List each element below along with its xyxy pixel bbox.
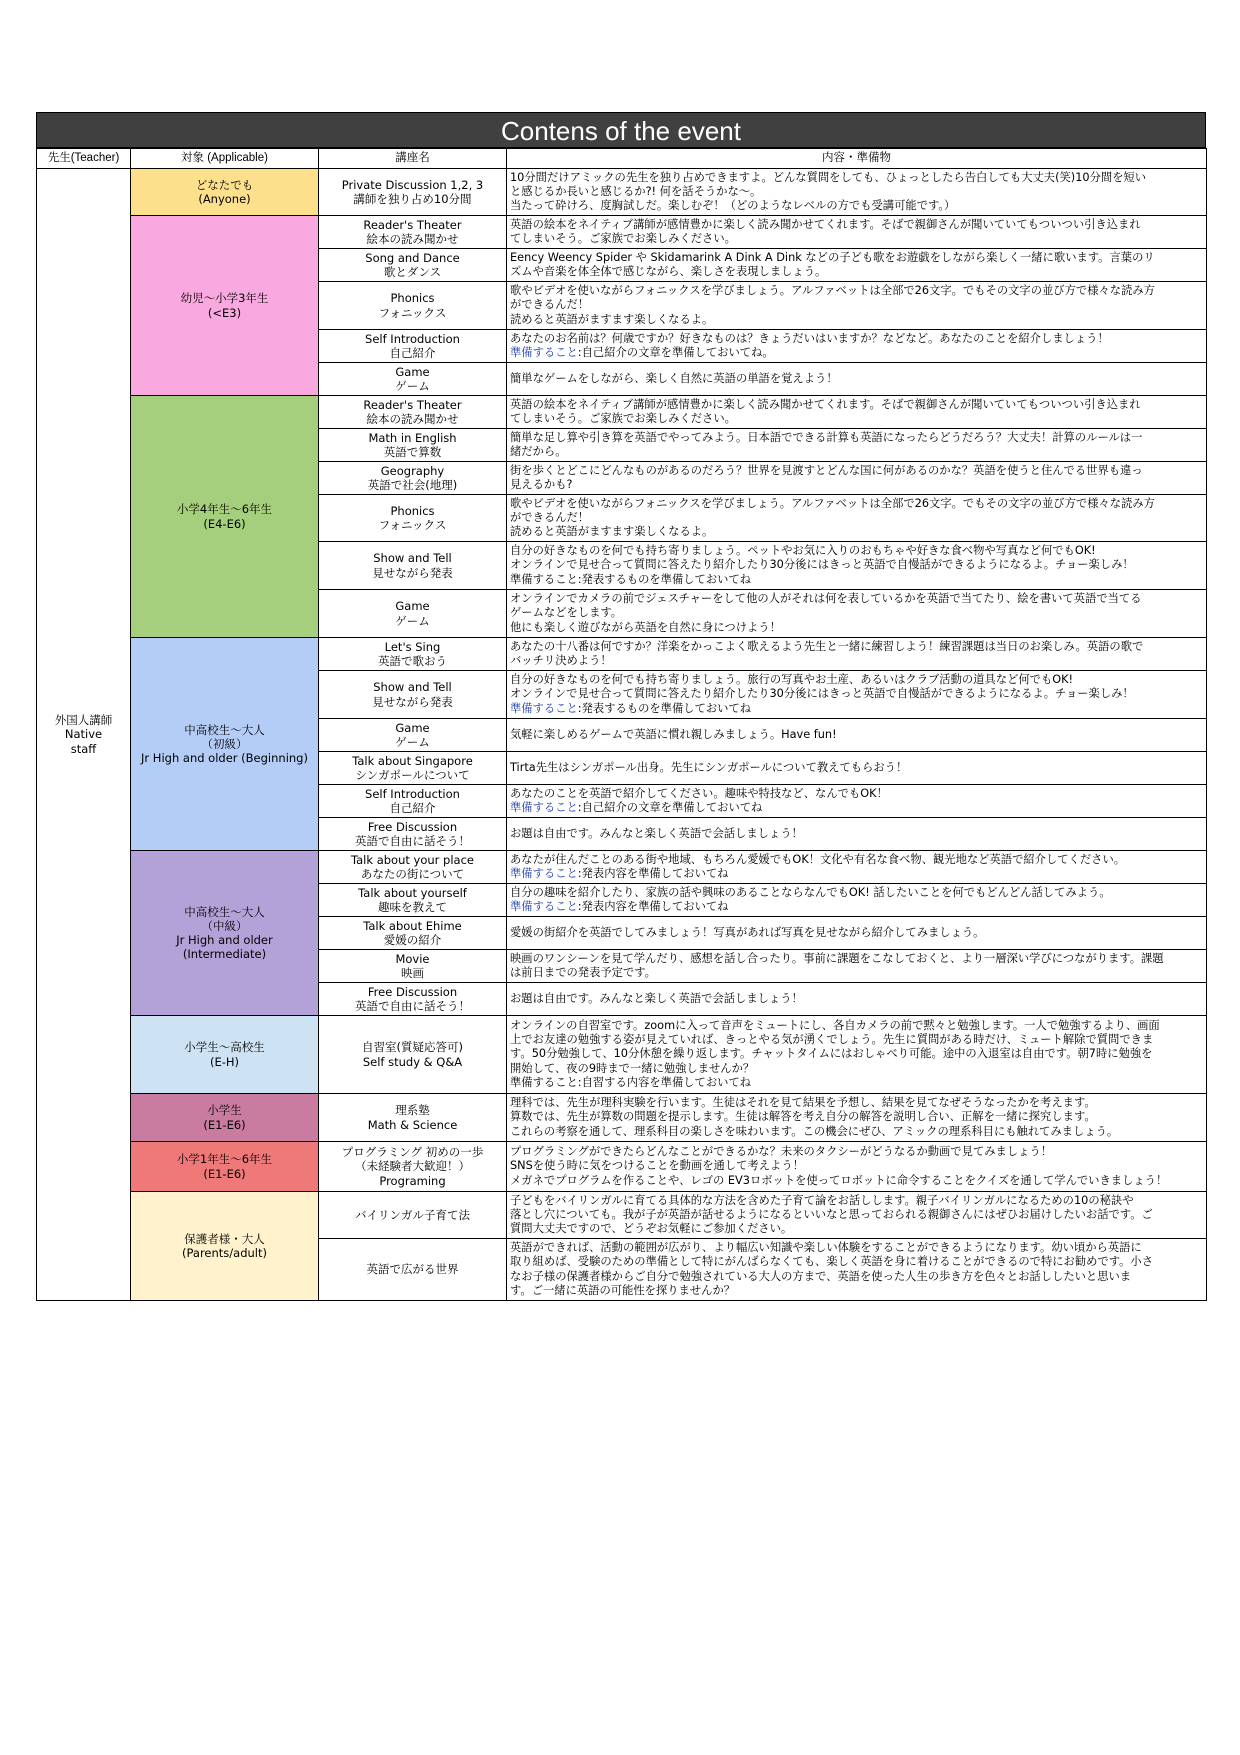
cell-line: （初級） — [201, 736, 248, 751]
content-text: 街を歩くとどこにどんなものがあるのだろう？世界を見渡すとどんな国に何があるのかな？英語を使うと住んでる世界も違っ — [510, 463, 1143, 477]
content-cell — [507, 671, 1207, 719]
content-text: あなたのことを英語で紹介してください。趣味や特技など、なんでもOK！ — [510, 786, 888, 800]
cell-line: Talk about Ehime — [363, 918, 462, 933]
cell-line: Phonics — [390, 503, 435, 518]
cell-line: 趣味を教えて — [378, 900, 447, 914]
cell-line: どなたでも — [195, 177, 254, 192]
content-text: 英語の絵本をネイティブ講師が感情豊かに楽しく読み聞かせてくれます。そばで親御さんが聞いていてもついつい引き込まれ — [510, 397, 1141, 411]
target-cell — [131, 169, 319, 216]
content-text: オンラインで見せ合って質問に答えたり紹介したり30分後にはきっと英語で自慢話ができるようになるよ。チョー楽しみ！ — [510, 558, 1134, 572]
cell-line: ゲーム — [395, 735, 430, 749]
cell-line: 外国人講師 — [54, 713, 113, 728]
content-cell — [507, 785, 1207, 818]
content-text: バッチリ決めよう！ — [510, 654, 612, 667]
content-text: なお子様の保護者様からご自分で勉強されている大人の方まで、英語を使った人生の歩き方を色々とお話ししたいと思いま — [510, 1269, 1132, 1283]
header-teacher: 先生(Teacher) — [37, 149, 131, 169]
content-line — [510, 654, 1203, 668]
content-text: 他にも楽しく遊びながら英語を自然に身につけよう！ — [510, 620, 781, 634]
content-text: これらの考察を通して、理系科目の楽しさを味わいます。この機会にぜひ、アミックの理系科目にも触れてみましょう。 — [510, 1124, 1119, 1138]
cell-line: (E1-E6) — [203, 1166, 246, 1181]
content-line — [510, 185, 1203, 199]
content-line — [510, 1110, 1203, 1124]
content-text: お題は自由です。みんなと楽しく英語で会話しましょう！ — [510, 826, 803, 840]
course-cell — [319, 216, 507, 249]
content-line — [510, 445, 1203, 459]
content-text: 英語ができれば、活動の範囲が広がり、より幅広い知識や楽しい体験をすることができるようになります。幼い頃から英語に — [510, 1241, 1142, 1255]
content-text: てしまいそう。ご家族でお楽しみください。 — [510, 232, 736, 245]
cell-line: Self Introduction — [365, 786, 460, 801]
cell-line: (Anyone) — [198, 192, 251, 206]
content-line — [510, 640, 1203, 654]
content-text: 準備すること:発表するものを準備しておいてね — [510, 572, 752, 586]
course-cell — [319, 638, 507, 671]
course-cell — [319, 1094, 507, 1142]
content-text: 気軽に楽しめるゲームで英語に慣れ親しみましょう。Have fun! — [510, 727, 837, 741]
content-text: :自己紹介の文章を準備しておいてね — [577, 801, 763, 814]
content-text: 自分の好きなものを何でも持ち寄りましょう。旅行の写真やお土産、あるいはクラブ活動の道具など何でもOK! — [510, 673, 1074, 687]
content-line — [510, 1076, 1203, 1090]
cell-line: 見せながら発表 — [372, 565, 453, 580]
content-line — [510, 1125, 1203, 1139]
content-cell — [507, 851, 1207, 884]
header-content: 内容・準備物 — [507, 149, 1207, 169]
cell-line: 絵本の読み聞かせ — [366, 232, 459, 246]
content-text: 上でお友達の勉強する姿が見えていれば、きっとやる気が湧くでしょう。先生に質問がある時だけ、ミュート解除で質問できま — [510, 1033, 1154, 1047]
content-line — [510, 478, 1203, 492]
content-line — [510, 1194, 1203, 1208]
cell-line: Show and Tell — [373, 551, 452, 566]
header-target: 対象 (Applicable) — [131, 149, 319, 169]
cell-line: (Intermediate) — [182, 947, 267, 962]
content-text: 当たって砕けろ、度胸試しだ。楽しむぞ！（どのようなレベルの方でも受講可能です。） — [510, 199, 956, 213]
content-cell — [507, 638, 1207, 671]
content-text: 質問大丈夫ですので、どうぞお気軽にご参加ください。 — [510, 1222, 793, 1236]
course-cell — [319, 851, 507, 884]
content-line — [510, 431, 1203, 445]
content-line — [510, 265, 1203, 279]
content-text: ができるんだ！ — [510, 298, 590, 312]
content-cell — [507, 983, 1207, 1016]
cell-line: Self study & Q&A — [362, 1054, 463, 1069]
cell-line: 英語で広がる世界 — [366, 1262, 459, 1277]
cell-line: 英語で算数 — [383, 445, 442, 459]
content-cell — [507, 752, 1207, 785]
content-line — [510, 1033, 1203, 1047]
target-cell — [131, 851, 319, 1016]
content-line — [510, 1019, 1203, 1033]
content-cell — [507, 884, 1207, 917]
content-text: 自分の好きなものを何でも持ち寄りましょう。ペットやお気に入りのおもちゃや好きな食べ物や写真など何でもOK! — [510, 544, 1096, 558]
cell-line: 中高校生～大人 — [184, 904, 265, 919]
content-line — [510, 952, 1203, 966]
cell-line: Free Discussion — [367, 984, 458, 999]
event-sheet — [36, 112, 1206, 1301]
course-cell — [319, 282, 507, 330]
content-text: 理科では、先生が理科実験を行います。生徒はそれを見て結果を予想し、結果を見てなぜそうなったかを考えます。 — [510, 1096, 1096, 1110]
cell-line: Talk about your place — [351, 852, 474, 867]
sheet-title: Contens of the event — [36, 112, 1206, 148]
content-text: オンラインの自習室です。zoomに入って音声をミュートにし、各自カメラの前で黙々と勉強します。一人で勉強するより、画面 — [510, 1018, 1160, 1032]
content-text: 英語の絵本をネイティブ講師が感情豊かに楽しく読み聞かせてくれます。そばで親御さんが聞いていてもついつい引き込まれ — [510, 217, 1141, 231]
course-cell — [319, 429, 507, 462]
header-course: 講座名 — [319, 149, 507, 169]
table-row — [37, 396, 1207, 429]
content-text: 準備すること:自習する内容を準備しておいてね — [510, 1075, 752, 1089]
content-text: あなたのお名前は？何歳ですか？好きなものは？きょうだいはいますか？などなど。あなたのことを紹介しましょう！ — [510, 331, 1109, 345]
content-line — [510, 1096, 1203, 1110]
content-line — [510, 412, 1203, 426]
content-text: 簡単なゲームをしながら、楽しく自然に英語の単語を覚えよう！ — [510, 371, 838, 385]
content-line — [510, 867, 1203, 881]
content-line — [510, 1145, 1203, 1159]
content-text: SNSを使う時に気をつけることを動画を通して考えよう！ — [510, 1159, 804, 1173]
content-line — [510, 573, 1203, 587]
content-line — [510, 992, 1203, 1006]
content-line — [510, 511, 1203, 525]
prep-label: 準備すること — [510, 801, 578, 814]
content-line — [510, 398, 1203, 412]
cell-line: フォニックス — [378, 305, 447, 320]
content-cell — [507, 917, 1207, 950]
course-cell — [319, 818, 507, 851]
content-text: 算数では、先生が算数の問題を提示します。生徒は解答を考え自分の解答を説明し合い、正解を一緒に探究します。 — [510, 1110, 1096, 1124]
course-cell — [319, 752, 507, 785]
content-line — [510, 1270, 1203, 1284]
content-cell — [507, 1142, 1207, 1192]
table-row — [37, 1142, 1207, 1192]
table-row — [37, 638, 1207, 671]
content-cell — [507, 1192, 1207, 1239]
content-cell — [507, 429, 1207, 462]
content-text: す。ご一緒に英語の可能性を探りませんか？ — [510, 1283, 736, 1297]
content-line — [510, 232, 1203, 246]
content-cell — [507, 719, 1207, 752]
cell-line: (E-H) — [209, 1054, 240, 1069]
teacher-cell — [37, 169, 131, 1301]
cell-line: フォニックス — [378, 518, 447, 532]
contents-table — [36, 148, 1207, 1301]
content-text: 落とし穴についても。我が子が英語が話せるようになるといいなと思っておられる親御さんにはぜひお届けしたいお話です。ご — [510, 1207, 1153, 1221]
content-text: ができるんだ！ — [510, 510, 590, 524]
cell-line: Free Discussion — [367, 819, 458, 834]
cell-line: プログラミング 初めの一歩 — [341, 1145, 484, 1160]
content-cell — [507, 542, 1207, 590]
course-cell — [319, 396, 507, 429]
target-cell — [131, 638, 319, 851]
cell-line: Game — [395, 720, 430, 735]
cell-line: Math in English — [368, 430, 457, 445]
content-line — [510, 1222, 1203, 1236]
content-line — [510, 1159, 1203, 1173]
course-cell — [319, 1239, 507, 1301]
content-text: 開始して、夜の9時まで一緒に勉強しませんか？ — [510, 1061, 755, 1075]
content-text: Tirta先生はシンガポール出身。先生にシンガポールについて教えてもらおう！ — [510, 760, 908, 774]
cell-line: Show and Tell — [373, 680, 452, 695]
table-row — [37, 216, 1207, 249]
course-cell — [319, 1192, 507, 1239]
content-line — [510, 1241, 1203, 1255]
content-line — [510, 251, 1203, 265]
content-line — [510, 1174, 1203, 1188]
table-row — [37, 169, 1207, 216]
content-text: ゲームなどをします。 — [510, 606, 623, 620]
content-text: 読めると英語がますます楽しくなるよ。 — [510, 312, 714, 326]
content-cell — [507, 249, 1207, 282]
cell-line: 中高校生～大人 — [184, 722, 265, 737]
content-text: メガネでプログラムを作ることや、レゴの EV3ロボットを使ってロボットに命令することをクイズを通して学んでいきましょう！ — [510, 1173, 1168, 1187]
content-text: 取り組めば、受験のための準備として特にがんばらなくても、楽しく英語を身に着けることができるので特にお勧めです。小さ — [510, 1255, 1154, 1269]
cell-line: 英語で自由に話そう！ — [355, 834, 470, 848]
content-line — [510, 558, 1203, 572]
content-cell — [507, 330, 1207, 363]
target-cell — [131, 1094, 319, 1142]
content-line — [510, 966, 1203, 980]
cell-line: (E1-E6) — [203, 1117, 246, 1132]
content-text: 見えるかも? — [510, 478, 573, 491]
content-line — [510, 497, 1203, 511]
content-text: Eency Weency Spider や Skidamarink A Dink A Dink などの子ども歌をお遊戯をしながら楽しく一緒に歌います。言葉のリ — [510, 250, 1155, 264]
content-text: は前日までの発表予定です。 — [510, 966, 656, 979]
prep-label: 準備すること — [510, 867, 578, 880]
cell-line: Jr High and older — [176, 933, 273, 947]
cell-line: Talk about yourself — [358, 885, 467, 900]
course-cell — [319, 495, 507, 542]
cell-line: 小学生 — [207, 1103, 242, 1118]
cell-line: Programing — [379, 1173, 446, 1188]
content-line — [510, 332, 1203, 346]
content-cell — [507, 818, 1207, 851]
content-text: てしまいそう。ご家族でお楽しみください。 — [510, 412, 736, 425]
cell-line: 英語で自由に話そう！ — [355, 999, 470, 1013]
content-text: す。50分勉強して、10分休憩を繰り返します。チャットタイムにはおしゃべり可能。途中の入退室は自由です。朝7時に勉強を — [510, 1047, 1153, 1061]
cell-line: シンガポールについて — [355, 768, 470, 782]
cell-line: 英語で歌おう — [378, 654, 447, 668]
content-line — [510, 606, 1203, 620]
cell-line: Reader's Theater — [363, 217, 462, 232]
course-cell — [319, 1016, 507, 1094]
content-text: :発表するものを準備しておいてね — [577, 701, 752, 715]
table-row — [37, 1094, 1207, 1142]
course-cell — [319, 169, 507, 216]
course-cell — [319, 983, 507, 1016]
cell-line: Game — [395, 599, 430, 614]
cell-line: Song and Dance — [365, 250, 460, 265]
content-cell — [507, 462, 1207, 495]
cell-line: Private Discussion 1,2, 3 — [341, 177, 484, 192]
content-text: 映画のワンシーンを見て学んだり、感想を話し合ったり。事前に課題をこなしておくと、より一層深い学びにつながります。課題 — [510, 951, 1164, 965]
cell-line: 保護者様・大人 — [184, 1231, 265, 1246]
content-cell — [507, 169, 1207, 216]
target-cell — [131, 1016, 319, 1094]
content-line — [510, 1047, 1203, 1061]
cell-line: Game — [395, 364, 430, 379]
cell-line: Jr High and older (Beginning) — [141, 751, 308, 766]
content-text: プログラミングができたらどんなことができるかな？未来のタクシーがどうなるか動画で見てみましょう！ — [510, 1145, 1053, 1159]
cell-line: 理系塾 — [395, 1103, 430, 1118]
content-line — [510, 199, 1203, 213]
table-body — [37, 169, 1207, 1301]
content-line — [510, 1062, 1203, 1076]
content-cell — [507, 1239, 1207, 1301]
content-text: 歌やビデオを使いながらフォニックスを学びましょう。アルファベットは全部で26文字。でもその文字の並び方で様々な読み方 — [510, 284, 1155, 298]
course-cell — [319, 884, 507, 917]
content-cell — [507, 950, 1207, 983]
target-cell — [131, 216, 319, 396]
course-cell — [319, 950, 507, 983]
table-row — [37, 851, 1207, 884]
cell-line: ゲーム — [395, 613, 430, 628]
course-cell — [319, 785, 507, 818]
content-text: あなたの十八番は何ですか？洋楽をかっこよく歌えるよう先生と一緒に練習しよう！練習課題は当日のお楽しみ。英語の歌で — [510, 639, 1144, 653]
content-cell — [507, 495, 1207, 542]
prep-label: 準備すること — [510, 346, 578, 359]
content-text: 緒だから。 — [510, 445, 567, 458]
target-cell — [131, 1142, 319, 1192]
cell-line: Reader's Theater — [363, 397, 462, 412]
course-cell — [319, 249, 507, 282]
content-text: :自己紹介の文章を準備しておいてね。 — [577, 346, 774, 359]
content-text: あなたが住んだことのある街や地域、もちろん愛媛でもOK！文化や有名な食べ物、観光地など英語で紹介してください。 — [510, 852, 1126, 866]
content-text: オンラインでカメラの前でジェスチャーをして他の人がそれは何を表しているかを英語で当てたり、絵を書いて英語で当てる — [510, 592, 1142, 606]
content-line — [510, 827, 1203, 841]
cell-line: 自習室(質疑応答可) — [362, 1040, 463, 1055]
content-text: 子どもをバイリンガルに育てる具体的な方法を含めた子育て論をお話しします。親子バイリンガルになるための10の秘訣や — [510, 1193, 1134, 1207]
content-line — [510, 621, 1203, 635]
course-cell — [319, 363, 507, 396]
content-line — [510, 525, 1203, 539]
content-line — [510, 544, 1203, 558]
content-text: お題は自由です。みんなと楽しく英語で会話しましょう！ — [510, 991, 803, 1005]
cell-line: staff — [70, 741, 97, 756]
content-line — [510, 673, 1203, 687]
content-cell — [507, 1016, 1207, 1094]
course-cell — [319, 330, 507, 363]
content-line — [510, 218, 1203, 232]
content-text: と感じるか長いと感じるか?! 何を話そうかな～。 — [510, 184, 762, 198]
course-cell — [319, 917, 507, 950]
content-text: 愛媛の街紹介を英語でしてみましょう！写真があれば写真を見せながら紹介してみましょう。 — [510, 925, 985, 939]
course-cell — [319, 462, 507, 495]
content-line — [510, 372, 1203, 386]
course-cell — [319, 1142, 507, 1192]
content-line — [510, 1255, 1203, 1269]
cell-line: Math & Science — [367, 1117, 458, 1132]
content-line — [510, 926, 1203, 940]
cell-line: 愛媛の紹介 — [383, 933, 442, 947]
cell-line: 講師を独り占め10分間 — [353, 192, 472, 206]
content-cell — [507, 396, 1207, 429]
cell-line: Geography — [380, 463, 445, 478]
course-cell — [319, 719, 507, 752]
cell-line: Let's Sing — [384, 639, 441, 654]
cell-line: Movie — [395, 951, 430, 966]
content-line — [510, 801, 1203, 815]
content-cell — [507, 363, 1207, 396]
course-cell — [319, 590, 507, 638]
content-line — [510, 346, 1203, 360]
table-row — [37, 1192, 1207, 1239]
cell-line: 自己紹介 — [389, 346, 436, 360]
content-text: 歌やビデオを使いながらフォニックスを学びましょう。アルファベットは全部で26文字。でもその文字の並び方で様々な読み方 — [510, 496, 1155, 510]
content-line — [510, 702, 1203, 716]
prep-label: 準備すること — [510, 900, 578, 913]
content-line — [510, 592, 1203, 606]
content-text: オンラインで見せ合って質問に答えたり紹介したり30分後にはきっと英語で自慢話ができるようになるよ。チョー楽しみ！ — [510, 687, 1134, 701]
cell-line: (E4-E6) — [203, 516, 246, 531]
content-line — [510, 853, 1203, 867]
content-text: :発表内容を準備しておいてね — [577, 900, 729, 913]
cell-line: 見せながら発表 — [372, 694, 453, 709]
content-line — [510, 886, 1203, 900]
content-line — [510, 464, 1203, 478]
cell-line: （中級） — [201, 918, 248, 933]
target-cell — [131, 396, 319, 638]
content-line — [510, 1208, 1203, 1222]
cell-line: あなたの街について — [360, 867, 465, 881]
content-line — [510, 787, 1203, 801]
cell-line: 小学1年生～6年生 — [176, 1152, 273, 1167]
course-cell — [319, 542, 507, 590]
content-line — [510, 761, 1203, 775]
content-line — [510, 900, 1203, 914]
content-text: 自分の趣味を紹介したり、家族の話や興味のあることならなんでもOK! 話したいことを何でもどんどん話してみよう。 — [510, 885, 1111, 899]
prep-label: 準備すること — [510, 701, 578, 715]
content-line — [510, 171, 1203, 185]
content-text: 読めると英語がますます楽しくなるよ。 — [510, 525, 714, 539]
cell-line: 小学4年生～6年生 — [176, 502, 273, 517]
content-line — [510, 298, 1203, 312]
target-cell — [131, 1192, 319, 1301]
content-line — [510, 313, 1203, 327]
header-row — [37, 149, 1207, 169]
cell-line: 英語で社会(地理) — [367, 478, 458, 492]
content-cell — [507, 1094, 1207, 1142]
table-row — [37, 1016, 1207, 1094]
content-line — [510, 1284, 1203, 1298]
content-cell — [507, 216, 1207, 249]
cell-line: Phonics — [390, 291, 435, 306]
content-line — [510, 284, 1203, 298]
cell-line: 幼児～小学3年生 — [180, 291, 269, 306]
course-cell — [319, 671, 507, 719]
cell-line: 自己紹介 — [389, 801, 436, 815]
content-line — [510, 687, 1203, 701]
cell-line: バイリンガル子育て法 — [355, 1207, 470, 1222]
content-text: :発表内容を準備しておいてね — [577, 867, 729, 880]
cell-line: 映画 — [401, 966, 424, 980]
content-text: 10分間だけアミックの先生を独り占めできますよ。どんな質問をしても、ひょっとしたら告白しても大丈夫(笑)10分間を短い — [510, 170, 1147, 184]
cell-line: 小学生～高校生 — [184, 1040, 265, 1055]
cell-line: （未経験者大歓迎！） — [355, 1159, 470, 1174]
content-text: ズムや音楽を体全体で感じながら、楽しさを表現しましょう。 — [510, 265, 827, 278]
content-text: 簡単な足し算や引き算を英語でやってみよう。日本語でできる計算も英語になったらどうだろう？大丈夫！計算のルールは一 — [510, 430, 1143, 444]
cell-line: (Parents/adult) — [182, 1246, 267, 1260]
cell-line: 歌とダンス — [383, 265, 442, 279]
cell-line: 絵本の読み聞かせ — [366, 412, 459, 426]
cell-line: Native — [64, 727, 103, 742]
content-cell — [507, 282, 1207, 330]
content-cell — [507, 590, 1207, 638]
cell-line: Self Introduction — [365, 331, 460, 346]
cell-line: Talk about Singapore — [352, 753, 473, 768]
content-line — [510, 728, 1203, 742]
cell-line: (<E3) — [207, 305, 242, 320]
cell-line: ゲーム — [395, 379, 430, 393]
